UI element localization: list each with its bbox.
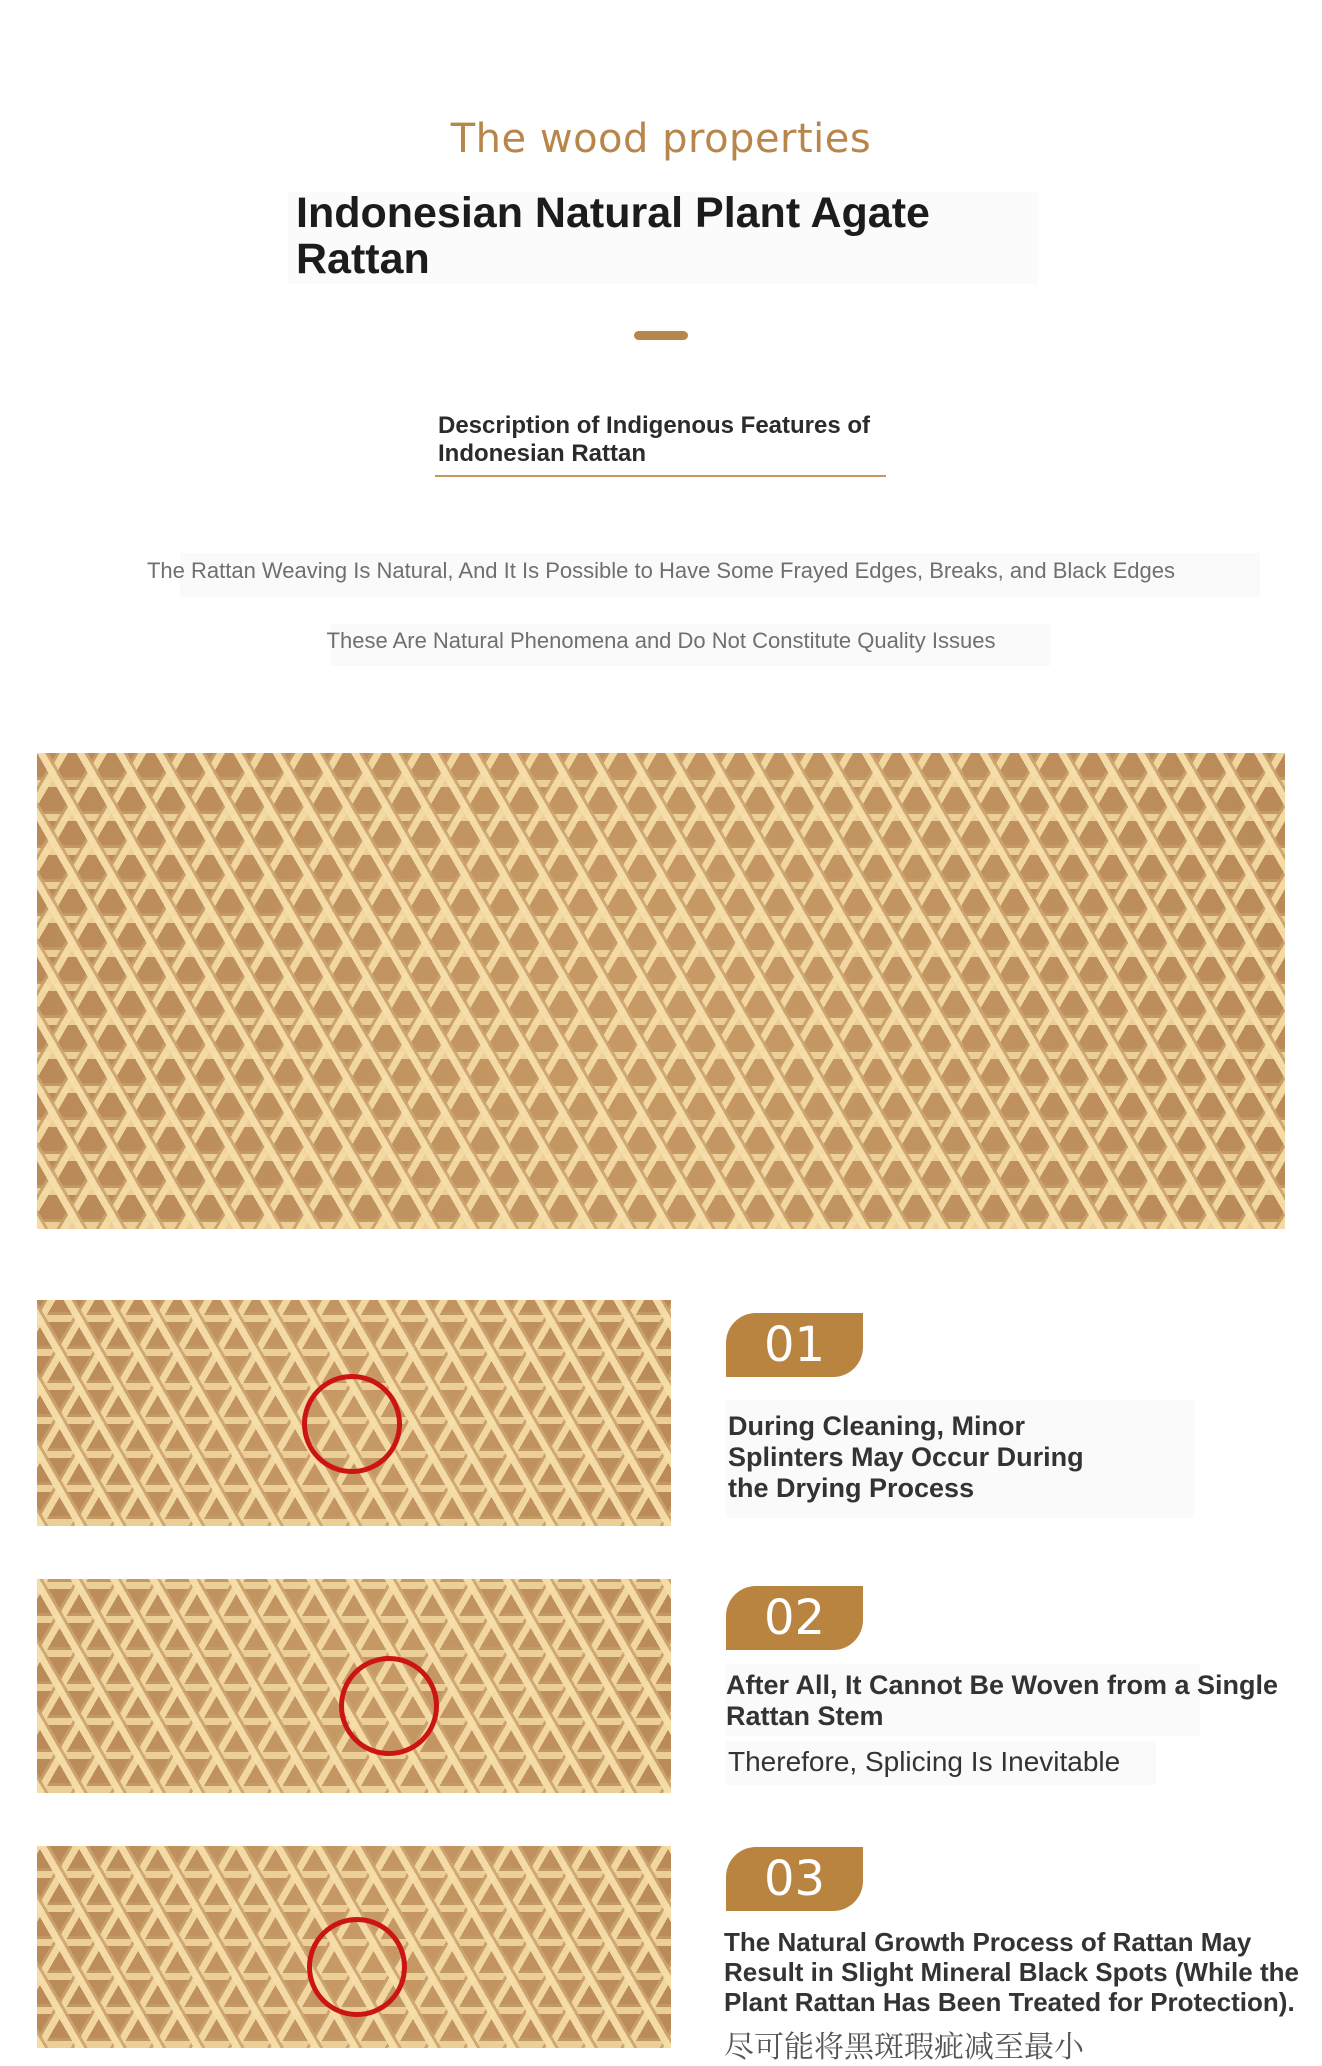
- defect-circle-2: [339, 1656, 439, 1756]
- item-1-photo: [37, 1300, 671, 1526]
- title-divider: [634, 331, 688, 340]
- item-3-text: The Natural Growth Process of Rattan May Result in Slight Mineral Black Spots (While the Plant Rattan Has Been Treated for Protection).: [724, 1927, 1299, 2017]
- item-3-number-badge: 03: [726, 1847, 863, 1911]
- note-line-2: These Are Natural Phenomena and Do Not Constitute Quality Issues: [326, 628, 996, 653]
- defect-circle-3: [307, 1917, 407, 2017]
- description-underline: [435, 475, 886, 477]
- item-1-text: During Cleaning, Minor Splinters May Occur During the Drying Process: [728, 1411, 1084, 1503]
- item-1-number-badge: 01: [726, 1313, 863, 1377]
- item-2-photo: [37, 1579, 671, 1793]
- item-2-text: After All, It Cannot Be Woven from a Single Rattan Stem: [726, 1670, 1279, 1731]
- item-3-photo: [37, 1846, 671, 2048]
- defect-circle-1: [302, 1374, 402, 1474]
- item-2-subtext: Therefore, Splicing Is Inevitable: [728, 1746, 1121, 1777]
- section-kicker: The wood properties: [450, 116, 872, 162]
- description-heading: Description of Indigenous Features of Indonesian Rattan: [438, 412, 871, 467]
- page-title: Indonesian Natural Plant Agate Rattan: [296, 189, 930, 283]
- rattan-weave-photo: [37, 753, 1285, 1229]
- item-2-number-badge: 02: [726, 1586, 863, 1650]
- item-3-subtext: 尽可能将黑斑瑕疵减至最小: [724, 2030, 1084, 2065]
- note-line-1: The Rattan Weaving Is Natural, And It Is Possible to Have Some Frayed Edges, Breaks, and Black Edges: [146, 558, 1175, 583]
